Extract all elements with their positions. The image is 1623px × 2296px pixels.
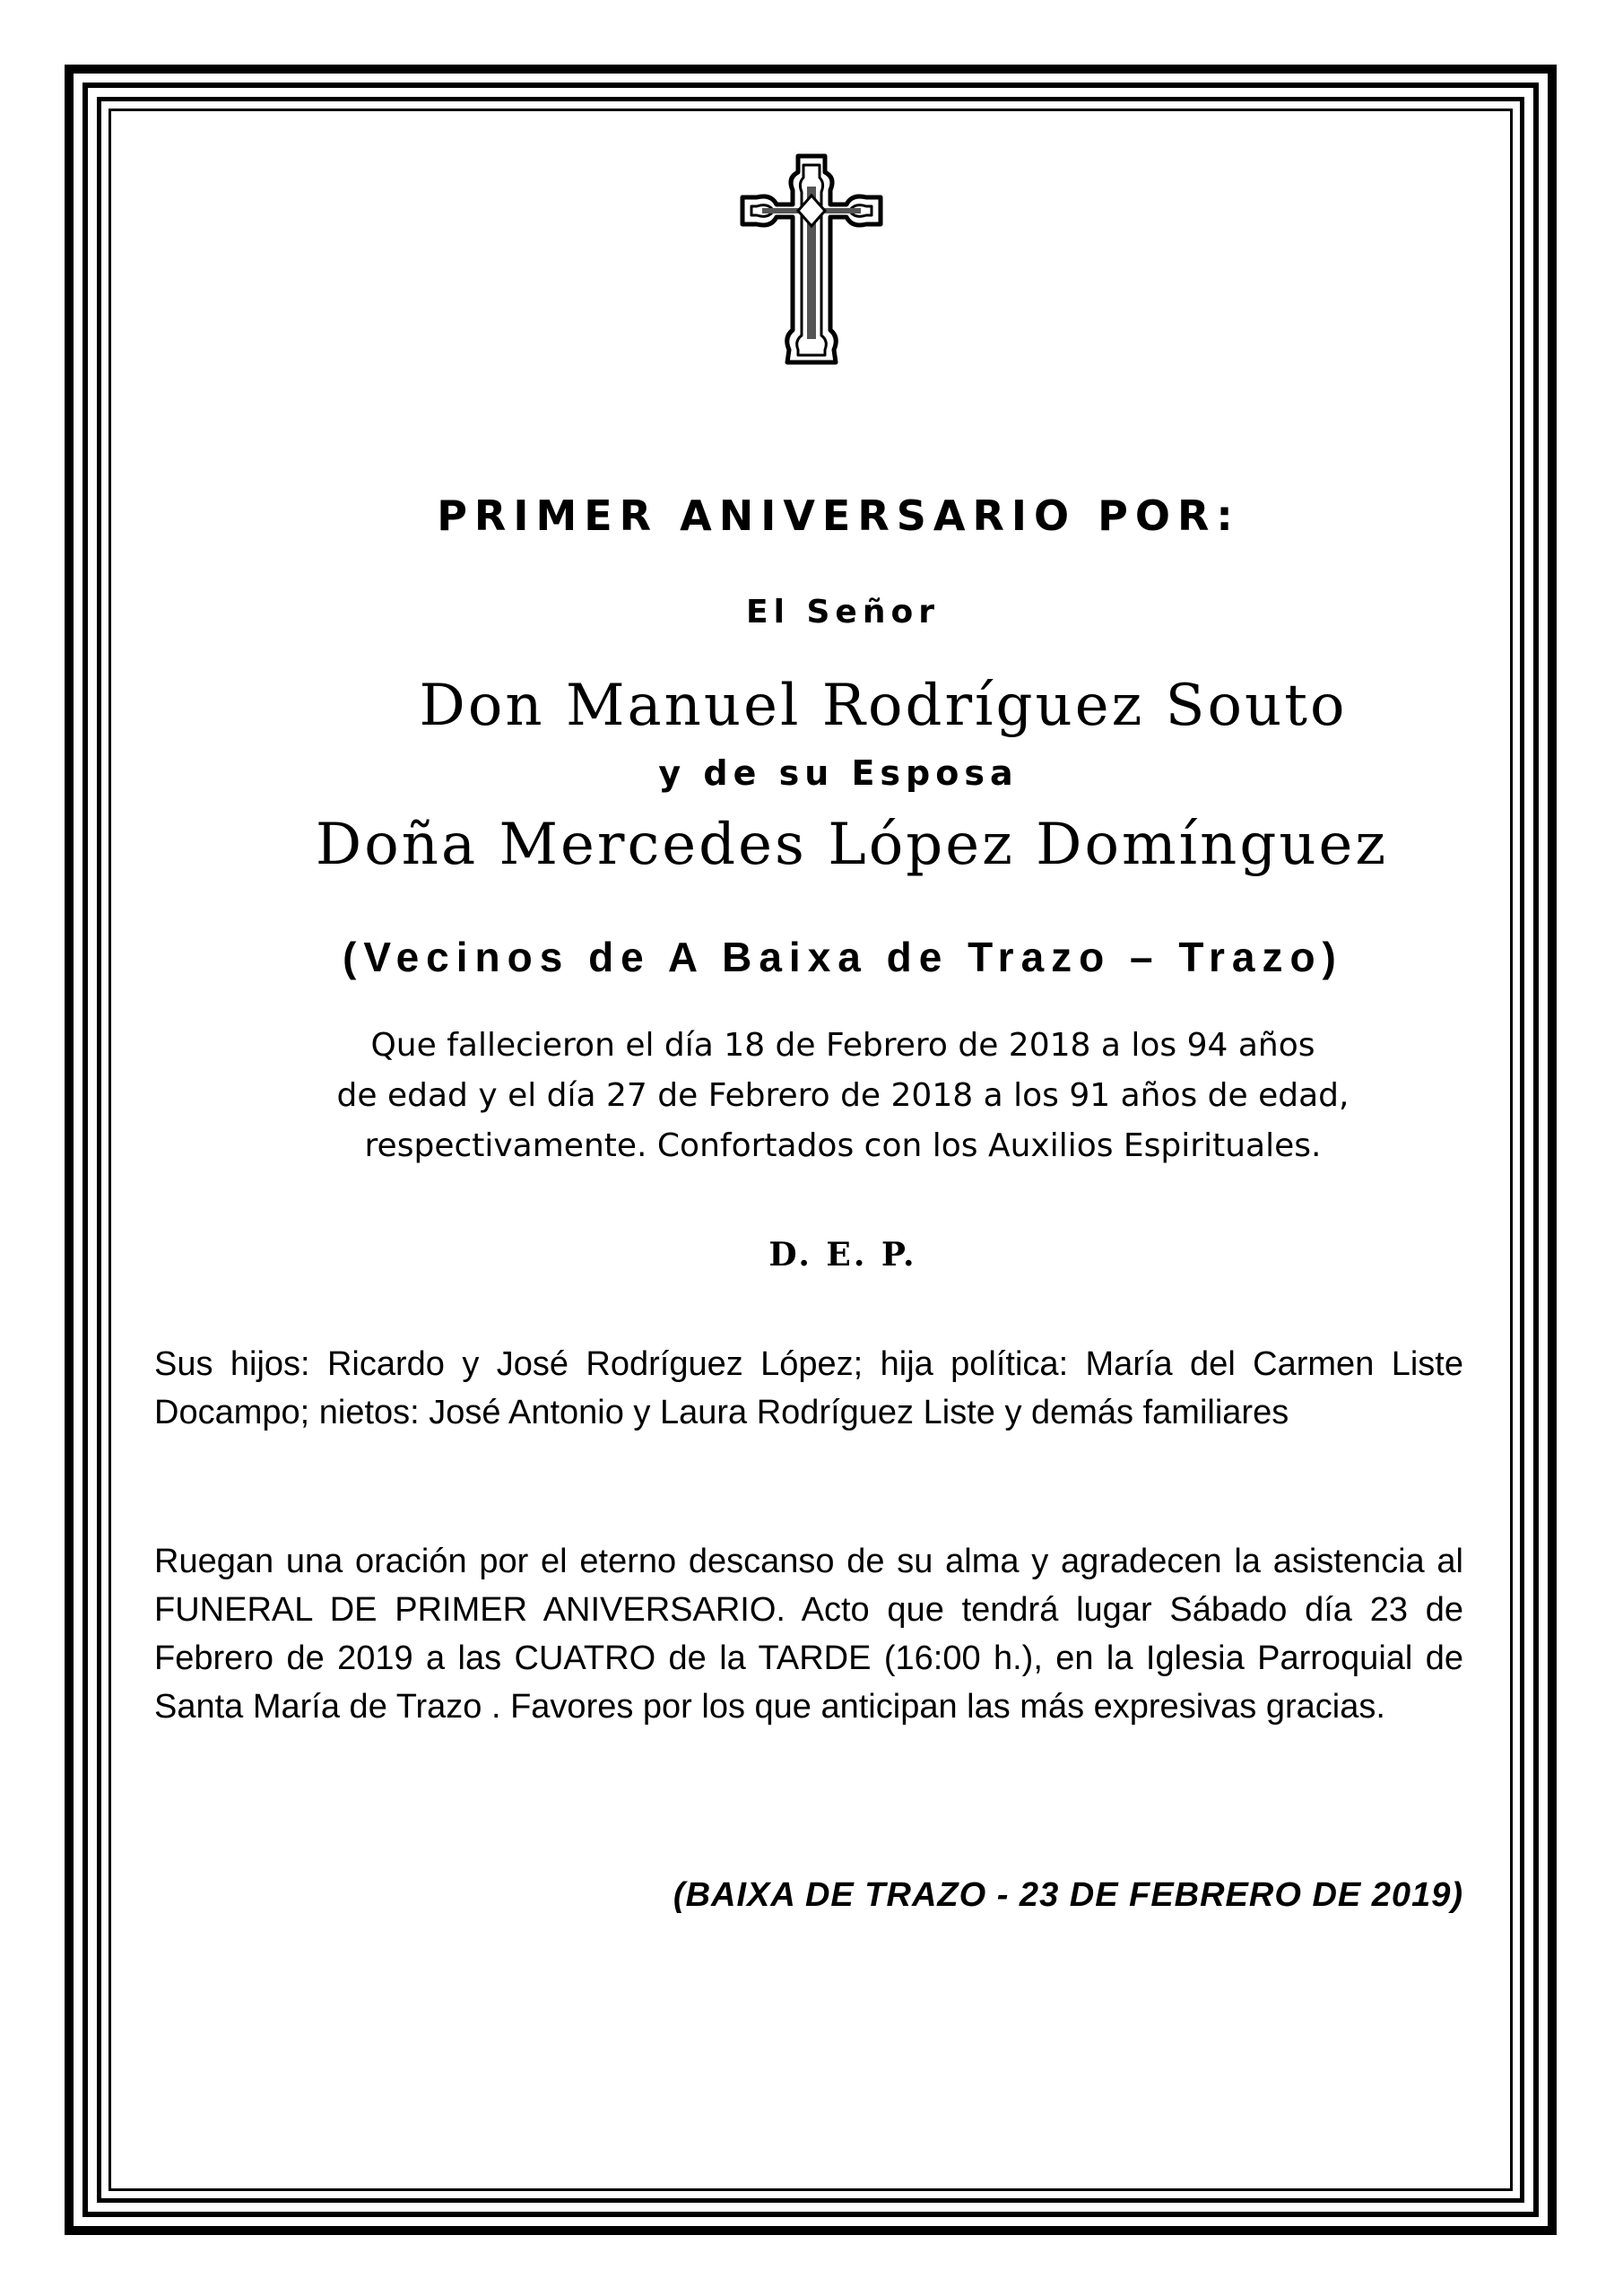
honorific: El Señor	[746, 594, 940, 631]
cross-icon	[735, 151, 888, 366]
request-paragraph: Ruegan una oración por el eterno descanso de su alma y agradecen la asistencia al FUNERAL DE PRIMER ANIVERSARIO. Acto que tendrá lugar Sábado día 23 de Febrero de 2019 a las CUATRO de la TARDE (16:00 h.), en la Iglesia Parroquial de Santa María de Trazo . Favores por los que anticipan las más expresivas gracias.	[154, 1543, 1463, 1726]
closing-place-date: (BAIXA DE TRAZO - 23 DE FEBRERO DE 2019)	[673, 1876, 1463, 1914]
death-announcement	[0, 1021, 1623, 1171]
death-line: Que fallecieron el día 18 de Febrero de 2018 a los 94 años	[370, 1027, 1315, 1064]
dep-abbreviation: D. E. P.	[768, 1236, 917, 1274]
family-paragraph: Sus hijos: Ricardo y José Rodríguez López; hija política: María del Carmen Liste Docampo; nietos: José Antonio y Laura Rodríguez Liste y demás familiares	[154, 1345, 1463, 1431]
spouse-connector: y de su Esposa	[658, 753, 1019, 793]
notice-heading: PRIMER ANIVERSARIO POR:	[437, 491, 1240, 540]
residence-line: (Vecinos de A Baixa de Trazo – Trazo)	[343, 934, 1343, 980]
death-line: de edad y el día 27 de Febrero de 2018 a los 91 años de edad,	[336, 1077, 1350, 1114]
death-line: respectivamente. Confortados con los Auxilios Espirituales.	[364, 1127, 1322, 1164]
wife-name: Doña Mercedes López Domínguez	[315, 812, 1389, 878]
husband-name: Don Manuel Rodríguez Souto	[419, 673, 1348, 739]
